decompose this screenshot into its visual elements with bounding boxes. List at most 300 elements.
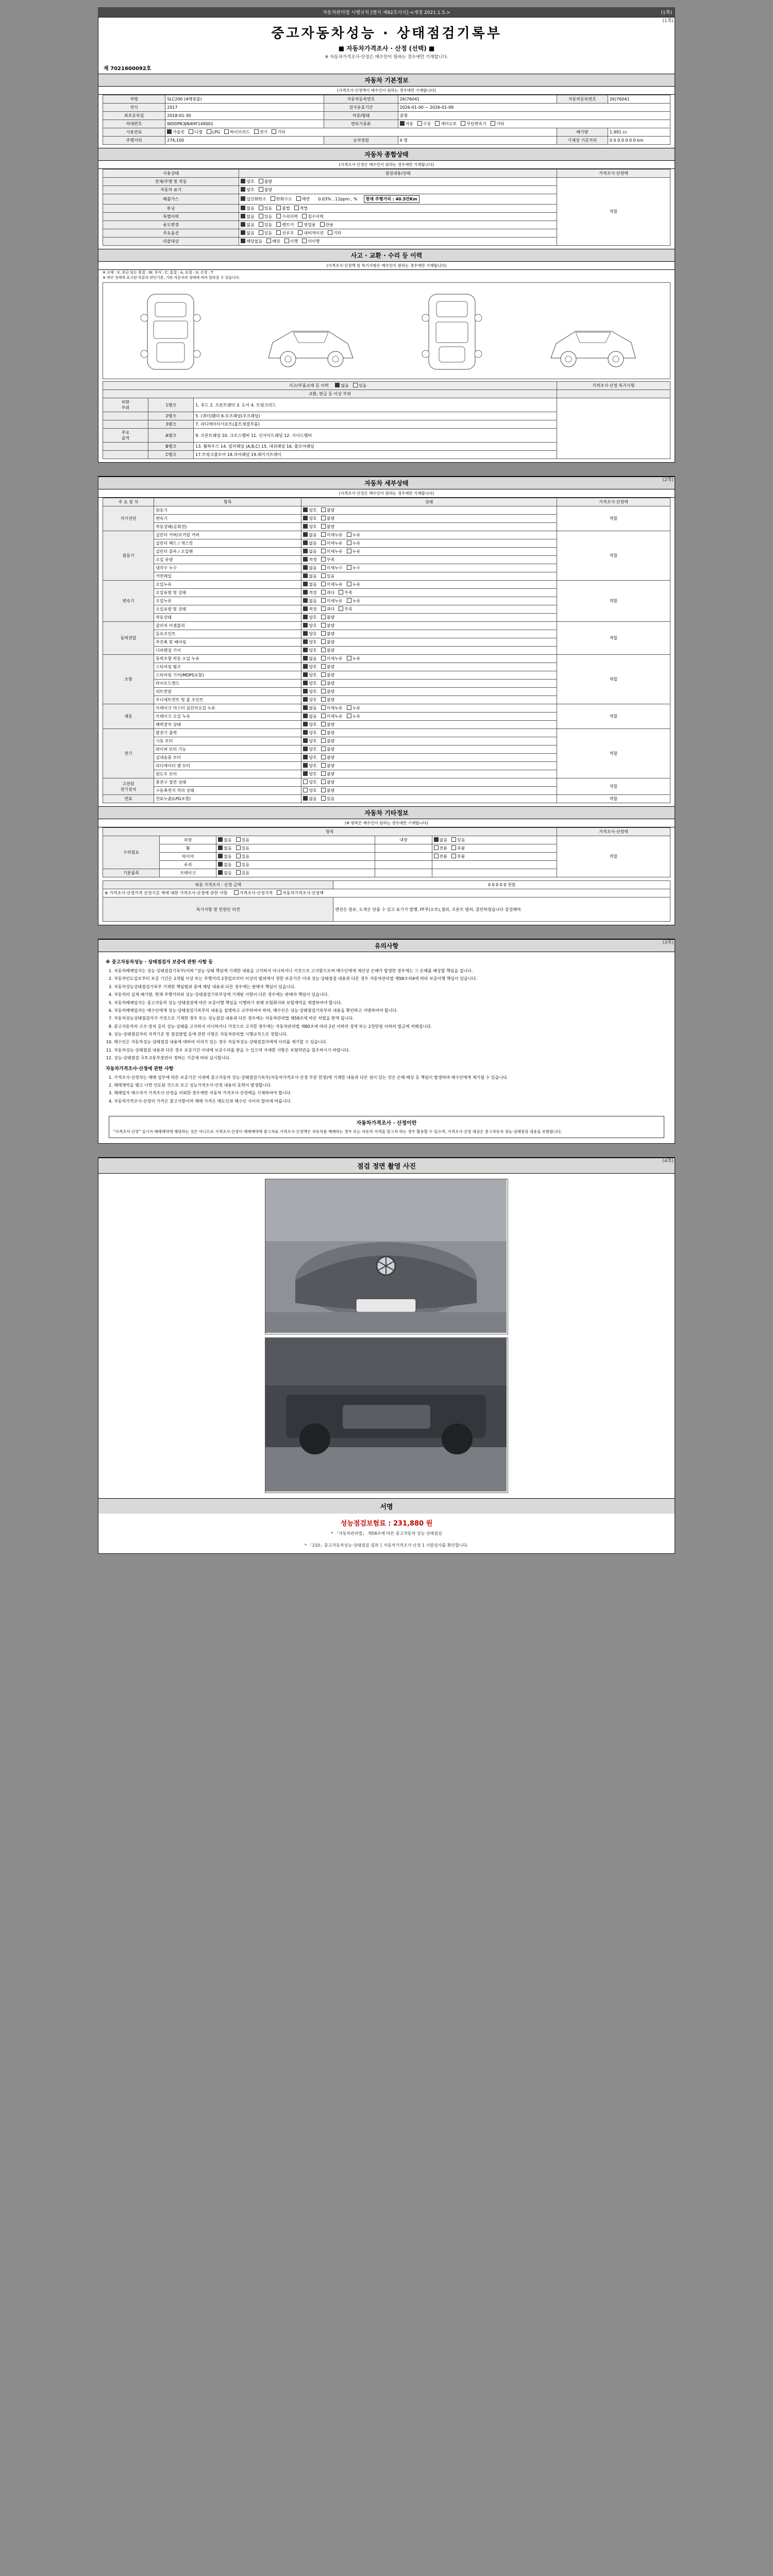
overall-4-opt-3[interactable]: 침수이력 — [302, 214, 324, 219]
checkbox-icon[interactable] — [461, 121, 465, 126]
detail-1-4-opt-2[interactable]: 누수 — [347, 566, 360, 570]
detail-4-0-opt-1[interactable]: 미세누유 — [321, 656, 343, 661]
checkbox-icon[interactable] — [303, 623, 308, 628]
overall-1-opt-1[interactable]: 불량 — [259, 188, 272, 192]
checkbox-icon[interactable] — [303, 606, 308, 611]
checkbox-icon[interactable] — [347, 598, 351, 603]
table-row — [103, 531, 670, 539]
fuel-opt-4[interactable]: 전기 — [254, 130, 267, 134]
fuel-opt-3[interactable]: 하이브리드 — [224, 130, 250, 134]
checkbox-icon[interactable] — [321, 755, 326, 759]
other-3-opt-1[interactable]: 있음 — [236, 862, 249, 867]
checkbox-icon[interactable] — [321, 532, 326, 537]
detail-3-2-opt-0[interactable]: 양호 — [303, 640, 316, 645]
detail-1-3-opt-0[interactable]: 적정 — [303, 557, 316, 562]
checkbox-icon[interactable] — [241, 187, 245, 192]
overall-6-opt-1[interactable]: 있음 — [259, 231, 272, 235]
overall-1-opt-0[interactable]: 양호 — [241, 188, 254, 192]
detail-6-5-opt-0[interactable]: 양호 — [303, 772, 316, 776]
detail-5-0-opt-1[interactable]: 미세누유 — [321, 706, 343, 710]
detail-6-1-opt-1[interactable]: 불량 — [321, 739, 334, 743]
checkbox-icon[interactable] — [276, 222, 281, 227]
checkbox-icon[interactable] — [303, 714, 308, 718]
detail-0-0-opt-0[interactable]: 양호 — [303, 508, 316, 513]
detail-2-1-opt-1[interactable]: 과다 — [321, 590, 334, 595]
checkbox-icon[interactable] — [339, 590, 343, 595]
checkbox-icon[interactable] — [303, 648, 308, 652]
detail-4-5-opt-0[interactable]: 양호 — [303, 698, 316, 702]
checkbox-icon[interactable] — [276, 206, 281, 210]
checkbox-icon[interactable] — [321, 771, 326, 776]
detail-2-0-opt-2[interactable]: 누유 — [347, 582, 360, 587]
overall-5-opt-1[interactable]: 있음 — [259, 223, 272, 227]
checkbox-icon[interactable] — [321, 648, 326, 652]
checkbox-icon[interactable] — [303, 557, 308, 562]
label-seats: 승차정원 — [324, 137, 398, 145]
checkbox-icon[interactable] — [321, 730, 326, 735]
checkbox-icon[interactable] — [241, 230, 245, 235]
other2-0-opt-0[interactable]: 없음 — [434, 838, 447, 842]
checkbox-icon[interactable] — [321, 573, 326, 578]
overall-2-opt-2[interactable]: 매연 — [296, 197, 310, 201]
detail-1-2-opt-2[interactable]: 누유 — [347, 549, 360, 554]
checkbox-icon[interactable] — [451, 854, 456, 858]
detail-6-5-opt-1[interactable]: 불량 — [321, 772, 334, 776]
checkbox-icon[interactable] — [303, 705, 308, 710]
detail-3-1-opt-0[interactable]: 양호 — [303, 632, 316, 636]
checkbox-icon[interactable] — [303, 730, 308, 735]
checkbox-icon[interactable] — [303, 540, 308, 545]
checkbox-icon[interactable] — [236, 862, 241, 867]
checkbox-icon[interactable] — [303, 697, 308, 702]
checkbox-icon[interactable] — [303, 573, 308, 578]
other-item-options — [216, 853, 375, 861]
detail-1-4-opt-0[interactable]: 없음 — [303, 566, 316, 570]
checkbox-icon[interactable] — [321, 623, 326, 628]
checkbox-icon[interactable] — [254, 129, 259, 134]
detail-0-1-opt-0[interactable]: 양호 — [303, 516, 316, 521]
history-legend-1: ※ 교체 : X, 판금 또는 용접 : W, 부식 : C, 흠집 : A, 요철 : U, 손상 : T — [103, 270, 213, 275]
other-0-opt-0[interactable]: 없음 — [218, 838, 231, 842]
checkbox-icon[interactable] — [451, 845, 456, 850]
detail-1-0-opt-2[interactable]: 누유 — [347, 533, 360, 537]
fuel-opt-5[interactable]: 기타 — [272, 130, 285, 134]
checkbox-icon[interactable] — [241, 222, 245, 227]
checkbox-icon[interactable] — [276, 214, 281, 218]
checkbox-icon[interactable] — [277, 890, 281, 895]
checkbox-icon[interactable] — [321, 631, 326, 636]
checkbox-icon[interactable] — [218, 854, 223, 858]
checkbox-icon[interactable] — [303, 672, 308, 677]
detail-2-3-opt-0[interactable]: 적정 — [303, 607, 316, 612]
detail-0-2-opt-0[interactable]: 양호 — [303, 524, 316, 529]
checkbox-icon[interactable] — [321, 516, 326, 520]
overall-4-opt-2[interactable]: 수리이력 — [276, 214, 298, 219]
checkbox-icon[interactable] — [241, 179, 245, 183]
checkbox-icon[interactable] — [303, 747, 308, 751]
checkbox-icon[interactable] — [328, 230, 332, 235]
checkbox-icon[interactable] — [321, 697, 326, 702]
detail-5-2-opt-0[interactable]: 양호 — [303, 722, 316, 727]
detail-1-2-opt-1[interactable]: 미세누유 — [321, 549, 343, 554]
checkbox-icon[interactable] — [321, 598, 326, 603]
other-1-opt-0[interactable]: 없음 — [218, 846, 231, 851]
detail-4-3-opt-0[interactable]: 양호 — [303, 681, 316, 686]
overall-3-opt-1[interactable]: 있음 — [259, 206, 272, 211]
detail-1-0-opt-1[interactable]: 미세누유 — [321, 533, 343, 537]
checkbox-icon[interactable] — [303, 689, 308, 693]
checkbox-icon[interactable] — [224, 129, 229, 134]
fuel-opt-2[interactable]: LPG — [207, 130, 220, 134]
checkbox-icon[interactable] — [236, 845, 241, 850]
detail-2-3-opt-1[interactable]: 과다 — [321, 607, 334, 612]
checkbox-icon[interactable] — [347, 532, 351, 537]
checkbox-icon[interactable] — [321, 615, 326, 619]
checkbox-icon[interactable] — [347, 582, 351, 586]
checkbox-icon[interactable] — [303, 565, 308, 570]
checkbox-icon[interactable] — [321, 639, 326, 644]
detail-item-label: 작동상태(공회전) — [154, 523, 301, 531]
detail-2-0-opt-1[interactable]: 미세누유 — [321, 582, 343, 587]
detail-6-0-opt-0[interactable]: 양호 — [303, 731, 316, 735]
checkbox-icon[interactable] — [303, 779, 308, 784]
checkbox-icon[interactable] — [303, 771, 308, 776]
overall-7-opt-0[interactable]: 해당없음 — [241, 239, 262, 244]
detail-2-3-opt-2[interactable]: 부족 — [339, 607, 352, 612]
checkbox-icon[interactable] — [320, 222, 325, 227]
detail-5-1-opt-0[interactable]: 없음 — [303, 714, 316, 719]
detail-5-0-opt-2[interactable]: 누유 — [347, 706, 360, 710]
checkbox-icon[interactable] — [347, 549, 351, 553]
checkbox-icon[interactable] — [400, 121, 405, 126]
detail-7-1-opt-0[interactable]: 양호 — [303, 788, 316, 793]
detail-6-4-opt-1[interactable]: 불량 — [321, 764, 334, 768]
other2-0-opt-1[interactable]: 있음 — [451, 838, 465, 842]
overall-0-opt-0[interactable]: 양호 — [241, 179, 254, 184]
detail-1-5-opt-0[interactable]: 없음 — [303, 574, 316, 579]
detail-1-1-opt-2[interactable]: 누유 — [347, 541, 360, 546]
checkbox-icon[interactable] — [266, 239, 271, 243]
checkbox-icon[interactable] — [259, 179, 263, 183]
checkbox-icon[interactable] — [321, 590, 326, 595]
detail-2-2-opt-1[interactable]: 미세누유 — [321, 599, 343, 603]
checkbox-icon[interactable] — [218, 862, 223, 867]
overall-row-options — [239, 194, 557, 205]
accident-opt-1[interactable]: 있음 — [353, 383, 366, 388]
checkbox-icon[interactable] — [303, 549, 308, 553]
checkbox-icon[interactable] — [272, 129, 276, 134]
checkbox-icon[interactable] — [296, 196, 301, 201]
detail-5-1-opt-1[interactable]: 미세누유 — [321, 714, 343, 719]
checkbox-icon[interactable] — [353, 383, 358, 387]
detail-1-0-opt-0[interactable]: 없음 — [303, 533, 316, 537]
checkbox-icon[interactable] — [303, 656, 308, 660]
total-price-table — [103, 880, 670, 922]
overall-6-opt-0[interactable]: 없음 — [241, 231, 254, 235]
checkbox-icon[interactable] — [303, 516, 308, 520]
detail-0-1-opt-1[interactable]: 불량 — [321, 516, 334, 521]
detail-5-1-opt-2[interactable]: 누유 — [347, 714, 360, 719]
transmission-opt-3[interactable]: 무단변속기 — [461, 122, 486, 126]
checkbox-icon[interactable] — [347, 656, 351, 660]
transmission-opt-1[interactable]: 수동 — [417, 122, 431, 126]
detail-6-3-opt-0[interactable]: 양호 — [303, 755, 316, 760]
checkbox-icon[interactable] — [335, 383, 340, 387]
checkbox-icon[interactable] — [259, 206, 263, 210]
other2-1-opt-0[interactable]: 전륜 — [434, 846, 447, 851]
detail-1-4-opt-1[interactable]: 미세누수 — [321, 566, 343, 570]
detail-3-3-opt-0[interactable]: 양호 — [303, 648, 316, 653]
table-row — [103, 581, 670, 589]
other-group-label-2: 기본품목 — [103, 869, 160, 877]
detail-4-4-opt-1[interactable]: 불량 — [321, 689, 334, 694]
overall-6-opt-3[interactable]: 내비게이션 — [298, 231, 324, 235]
checkbox-icon[interactable] — [321, 722, 326, 726]
other-0-opt-1[interactable]: 있음 — [236, 838, 249, 842]
other-4-opt-0[interactable]: 없음 — [218, 871, 231, 875]
checkbox-icon[interactable] — [303, 788, 308, 792]
checkbox-icon[interactable] — [303, 681, 308, 685]
checkbox-icon[interactable] — [321, 788, 326, 792]
detail-item-options — [301, 663, 557, 671]
detail-2-1-opt-0[interactable]: 적정 — [303, 590, 316, 595]
overall-5-opt-4[interactable]: 관용 — [320, 223, 333, 227]
overall-3-opt-2[interactable]: 불법 — [276, 206, 290, 211]
other-4-opt-1[interactable]: 있음 — [236, 871, 249, 875]
checkbox-icon[interactable] — [302, 239, 307, 243]
checkbox-icon[interactable] — [347, 705, 351, 710]
checkbox-icon[interactable] — [303, 524, 308, 529]
detail-7-0-opt-0[interactable]: 양호 — [303, 780, 316, 785]
checkbox-icon[interactable] — [303, 631, 308, 636]
checkbox-icon[interactable] — [321, 747, 326, 751]
overall-5-opt-0[interactable]: 없음 — [241, 223, 254, 227]
checkbox-icon[interactable] — [303, 763, 308, 768]
other2-2-opt-0[interactable]: 전륜 — [434, 854, 447, 859]
checkbox-icon[interactable] — [259, 230, 263, 235]
history-rank: C랭크 — [148, 451, 194, 459]
detail-2-4-opt-0[interactable]: 양호 — [303, 615, 316, 620]
checkbox-icon[interactable] — [218, 870, 223, 875]
checkbox-icon[interactable] — [303, 598, 308, 603]
checkbox-icon[interactable] — [298, 222, 303, 227]
price-note-opt-0[interactable]: 가격조사·산정가격 — [234, 891, 273, 895]
detail-2-0-opt-0[interactable]: 없음 — [303, 582, 316, 587]
detail-0-2-opt-1[interactable]: 불량 — [321, 524, 334, 529]
detail-0-0-opt-1[interactable]: 불량 — [321, 508, 334, 513]
checkbox-icon[interactable] — [347, 540, 351, 545]
checkbox-icon[interactable] — [207, 129, 211, 134]
checkbox-icon[interactable] — [218, 845, 223, 850]
checkbox-icon[interactable] — [321, 507, 326, 512]
accident-opt-0[interactable]: 없음 — [335, 383, 348, 388]
detail-1-1-opt-0[interactable]: 없음 — [303, 541, 316, 546]
overall-3-opt-3[interactable]: 적법 — [294, 206, 308, 211]
checkbox-icon[interactable] — [491, 121, 495, 126]
overall-3-opt-0[interactable]: 없음 — [241, 206, 254, 211]
detail-4-2-opt-1[interactable]: 불량 — [321, 673, 334, 677]
checkbox-icon[interactable] — [284, 239, 289, 243]
detail-3-0-opt-0[interactable]: 양호 — [303, 623, 316, 628]
overall-2-opt-1[interactable]: 탄화수소 — [271, 197, 292, 201]
checkbox-icon[interactable] — [321, 664, 326, 669]
detail-1-1-opt-1[interactable]: 미세누유 — [321, 541, 343, 546]
detail-6-2-opt-0[interactable]: 양호 — [303, 747, 316, 752]
checkbox-icon[interactable] — [167, 129, 172, 134]
detail-4-2-opt-0[interactable]: 양호 — [303, 673, 316, 677]
other-3-opt-0[interactable]: 없음 — [218, 862, 231, 867]
other-2-opt-1[interactable]: 있음 — [236, 854, 249, 859]
checkbox-icon[interactable] — [236, 870, 241, 875]
detail-7-1-opt-1[interactable]: 불량 — [321, 788, 334, 793]
overall-7-opt-1[interactable]: 해당 — [266, 239, 280, 244]
checkbox-icon[interactable] — [321, 540, 326, 545]
checkbox-icon[interactable] — [303, 532, 308, 537]
other2-1-opt-1[interactable]: 후륜 — [451, 846, 465, 851]
price-note-opt-1[interactable]: 자동차가격조사·산정액 — [277, 891, 324, 895]
checkbox-icon[interactable] — [321, 672, 326, 677]
checkbox-icon[interactable] — [321, 557, 326, 562]
checkbox-icon[interactable] — [259, 187, 263, 192]
detail-7-0-opt-1[interactable]: 불량 — [321, 780, 334, 785]
checkbox-icon[interactable] — [339, 606, 343, 611]
detail-5-0-opt-0[interactable]: 없음 — [303, 706, 316, 710]
checkbox-icon[interactable] — [321, 689, 326, 693]
declaration-title: 자동차가격조사 · 산정이란 — [356, 1121, 417, 1127]
checkbox-icon[interactable] — [303, 639, 308, 644]
detail-4-4-opt-0[interactable]: 양호 — [303, 689, 316, 694]
overall-2-opt-0[interactable]: 일산화탄소 — [241, 197, 266, 201]
transmission-opt-4[interactable]: 기타 — [491, 122, 504, 126]
detail-4-0-opt-2[interactable]: 누유 — [347, 656, 360, 661]
detail-6-0-opt-1[interactable]: 불량 — [321, 731, 334, 735]
checkbox-icon[interactable] — [434, 837, 439, 842]
overall-7-opt-2[interactable]: 이행 — [284, 239, 298, 244]
other-1-opt-1[interactable]: 있음 — [236, 846, 249, 851]
transmission-opt-2[interactable]: 세미오토 — [435, 122, 457, 126]
checkbox-icon[interactable] — [321, 705, 326, 710]
checkbox-icon[interactable] — [241, 196, 245, 201]
checkbox-icon[interactable] — [435, 121, 440, 126]
table-row — [103, 729, 670, 737]
other2-2-opt-1[interactable]: 후륜 — [451, 854, 465, 859]
detail-3-1-opt-1[interactable]: 불량 — [321, 632, 334, 636]
detail-2-2-opt-2[interactable]: 누유 — [347, 599, 360, 603]
checkbox-icon[interactable] — [321, 796, 326, 801]
checkbox-icon[interactable] — [294, 206, 299, 210]
detail-1-2-opt-0[interactable]: 없음 — [303, 549, 316, 554]
fuel-opt-1[interactable]: 디젤 — [189, 130, 202, 134]
checkbox-icon[interactable] — [234, 890, 239, 895]
detail-2-4-opt-1[interactable]: 불량 — [321, 615, 334, 620]
checkbox-icon[interactable] — [347, 714, 351, 718]
checkbox-icon[interactable] — [321, 681, 326, 685]
checkbox-icon[interactable] — [321, 738, 326, 743]
checkbox-icon[interactable] — [259, 214, 263, 218]
checkbox-icon[interactable] — [321, 656, 326, 660]
overall-7-opt-3[interactable]: 미이행 — [302, 239, 320, 244]
detail-3-0-opt-1[interactable]: 불량 — [321, 623, 334, 628]
checkbox-icon[interactable] — [303, 755, 308, 759]
checkbox-icon[interactable] — [321, 565, 326, 570]
checkbox-icon[interactable] — [321, 779, 326, 784]
detail-8-0-opt-1[interactable]: 있음 — [321, 796, 334, 801]
detail-2-1-opt-2[interactable]: 부족 — [339, 590, 352, 595]
detail-4-3-opt-1[interactable]: 불량 — [321, 681, 334, 686]
checkbox-icon[interactable] — [303, 615, 308, 619]
checkbox-icon[interactable] — [271, 196, 275, 201]
checkbox-icon[interactable] — [259, 222, 263, 227]
detail-6-4-opt-0[interactable]: 양호 — [303, 764, 316, 768]
checkbox-icon[interactable] — [303, 590, 308, 595]
checkbox-icon[interactable] — [434, 854, 439, 858]
overall-4-opt-0[interactable]: 없음 — [241, 214, 254, 219]
checkbox-icon[interactable] — [236, 837, 241, 842]
checkbox-icon[interactable] — [434, 845, 439, 850]
checkbox-icon[interactable] — [303, 796, 308, 801]
other-2-opt-0[interactable]: 없음 — [218, 854, 231, 859]
detail-3-2-opt-1[interactable]: 불량 — [321, 640, 334, 645]
overall-5-opt-2[interactable]: 렌트카 — [276, 223, 294, 227]
detail-6-1-opt-0[interactable]: 양호 — [303, 739, 316, 743]
overall-6-opt-4[interactable]: 기타 — [328, 231, 341, 235]
checkbox-icon[interactable] — [241, 214, 245, 218]
checkbox-icon[interactable] — [303, 738, 308, 743]
checkbox-icon[interactable] — [303, 582, 308, 586]
checkbox-icon[interactable] — [347, 565, 351, 570]
checkbox-icon[interactable] — [451, 837, 456, 842]
detail-1-3-opt-1[interactable]: 부족 — [321, 557, 334, 562]
detail-4-5-opt-1[interactable]: 불량 — [321, 698, 334, 702]
checkbox-icon[interactable] — [303, 722, 308, 726]
checkbox-icon[interactable] — [321, 524, 326, 529]
overall-4-opt-1[interactable]: 있음 — [259, 214, 272, 219]
checkbox-icon[interactable] — [303, 664, 308, 669]
checkbox-icon[interactable] — [298, 230, 303, 235]
detail-2-2-opt-0[interactable]: 없음 — [303, 599, 316, 603]
detail-4-1-opt-1[interactable]: 불량 — [321, 665, 334, 669]
checkbox-icon[interactable] — [321, 763, 326, 768]
checkbox-icon[interactable] — [302, 214, 307, 218]
fuel-opt-0[interactable]: 가솔린 — [167, 130, 184, 134]
checkbox-icon[interactable] — [218, 837, 223, 842]
overall-6-opt-2[interactable]: 선루프 — [276, 231, 294, 235]
transmission-opt-0[interactable]: 자동 — [400, 122, 413, 126]
checkbox-icon[interactable] — [321, 606, 326, 611]
detail-6-2-opt-1[interactable]: 불량 — [321, 747, 334, 752]
checkbox-icon[interactable] — [189, 129, 193, 134]
detail-5-2-opt-1[interactable]: 불량 — [321, 722, 334, 727]
detail-6-3-opt-1[interactable]: 불량 — [321, 755, 334, 760]
detail-8-0-opt-0[interactable]: 없음 — [303, 796, 316, 801]
checkbox-icon[interactable] — [236, 854, 241, 858]
checkbox-icon[interactable] — [321, 714, 326, 718]
checkbox-icon[interactable] — [241, 206, 245, 210]
overall-5-opt-3[interactable]: 영업용 — [298, 223, 315, 227]
detail-4-1-opt-0[interactable]: 양호 — [303, 665, 316, 669]
checkbox-icon[interactable] — [417, 121, 422, 126]
checkbox-icon[interactable] — [276, 230, 281, 235]
checkbox-icon[interactable] — [321, 549, 326, 553]
overall-0-opt-1[interactable]: 불량 — [259, 179, 272, 184]
detail-3-3-opt-1[interactable]: 불량 — [321, 648, 334, 653]
checkbox-icon[interactable] — [321, 582, 326, 586]
checkbox-icon[interactable] — [241, 239, 245, 243]
detail-1-5-opt-1[interactable]: 있음 — [321, 574, 334, 579]
detail-4-0-opt-0[interactable]: 없음 — [303, 656, 316, 661]
checkbox-icon[interactable] — [303, 507, 308, 512]
car-rear-diagram-icon — [413, 288, 491, 376]
